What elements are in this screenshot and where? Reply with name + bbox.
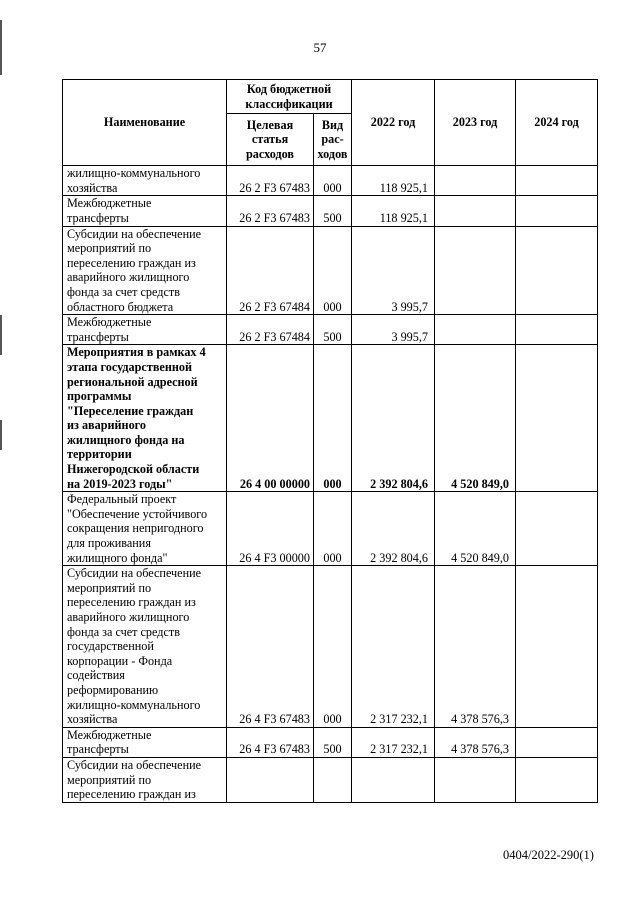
- scan-edge-mark: [0, 420, 2, 450]
- row-2023: [435, 757, 516, 802]
- row-2024: [516, 315, 598, 345]
- header-target-article: Целевая статья расходов: [227, 114, 314, 166]
- budget-table: [62, 79, 598, 803]
- row-2022: 118 925,1: [352, 196, 435, 226]
- table-row: [63, 166, 598, 196]
- row-2023: 4 378 576,3: [435, 566, 516, 728]
- row-target-article: 26 4 F3 67483: [227, 566, 314, 728]
- row-2024: [516, 226, 598, 315]
- row-2023: [435, 315, 516, 345]
- row-name: Субсидии на обеспечение мероприятий по переселению граждан из: [63, 757, 227, 802]
- row-2024: [516, 166, 598, 196]
- row-2024: [516, 196, 598, 226]
- row-target-article: 26 2 F3 67483: [227, 196, 314, 226]
- row-expense-type: 000: [314, 166, 352, 196]
- row-2022: 3 995,7: [352, 226, 435, 315]
- table-row: [63, 492, 598, 566]
- row-2023: [435, 226, 516, 315]
- page-number: 57: [313, 40, 327, 55]
- row-2023: [435, 166, 516, 196]
- row-target-article: 26 2 F3 67484: [227, 315, 314, 345]
- row-expense-type: [314, 757, 352, 802]
- row-2023: 4 378 576,3: [435, 727, 516, 757]
- row-name: Субсидии на обеспечение мероприятий по переселению граждан из аварийного жилищного фонда за счет средств государственной корпорации - Фонда содействия реформированию жилищно-коммунального хозяйства: [63, 566, 227, 728]
- scan-edge-mark: [0, 315, 2, 355]
- row-2022: 118 925,1: [352, 166, 435, 196]
- row-expense-type: 500: [314, 727, 352, 757]
- header-classification: Код бюджетной классификации: [227, 80, 352, 114]
- header-year-2023: 2023 год: [435, 80, 516, 166]
- row-2024: [516, 345, 598, 492]
- document-code: 0404/2022-290(1): [503, 848, 594, 862]
- row-target-article: 26 2 F3 67483: [227, 166, 314, 196]
- table-row: [63, 566, 598, 728]
- header-name: Наименование: [63, 80, 227, 166]
- table-row: [63, 226, 598, 315]
- row-target-article: [227, 757, 314, 802]
- row-expense-type: 000: [314, 226, 352, 315]
- row-target-article: 26 4 F3 00000: [227, 492, 314, 566]
- row-2024: [516, 757, 598, 802]
- table-row: [63, 196, 598, 226]
- row-2024: [516, 566, 598, 728]
- header-year-2022: 2022 год: [352, 80, 435, 166]
- row-name: Межбюджетные трансферты: [63, 196, 227, 226]
- row-name: Межбюджетные трансферты: [63, 727, 227, 757]
- row-2022: 2 317 232,1: [352, 727, 435, 757]
- row-2022: 3 995,7: [352, 315, 435, 345]
- table-row: [63, 727, 598, 757]
- row-expense-type: 000: [314, 492, 352, 566]
- row-2022: 2 317 232,1: [352, 566, 435, 728]
- row-2022: 2 392 804,6: [352, 492, 435, 566]
- row-target-article: 26 4 00 00000: [227, 345, 314, 492]
- row-expense-type: 500: [314, 315, 352, 345]
- header-expense-type: Вид рас- ходов: [314, 114, 352, 166]
- row-name: Межбюджетные трансферты: [63, 315, 227, 345]
- header-year-2024: 2024 год: [516, 80, 598, 166]
- row-target-article: 26 4 F3 67483: [227, 727, 314, 757]
- row-name: Федеральный проект "Обеспечение устойчивого сокращения непригодного для проживания жилищного фонда": [63, 492, 227, 566]
- row-2023: 4 520 849,0: [435, 492, 516, 566]
- row-2023: 4 520 849,0: [435, 345, 516, 492]
- row-2024: [516, 727, 598, 757]
- row-expense-type: 000: [314, 566, 352, 728]
- row-expense-type: 000: [314, 345, 352, 492]
- row-name: Субсидии на обеспечение мероприятий по переселению граждан из аварийного жилищного фонда за счет средств областного бюджета: [63, 226, 227, 315]
- table-row: [63, 315, 598, 345]
- row-2022: [352, 757, 435, 802]
- row-target-article: 26 2 F3 67484: [227, 226, 314, 315]
- row-2022: 2 392 804,6: [352, 345, 435, 492]
- table-row: [63, 757, 598, 802]
- row-expense-type: 500: [314, 196, 352, 226]
- row-name: Мероприятия в рамках 4 этапа государственной региональной адресной программы "Переселение граждан из аварийного жилищного фонда на территории Нижегородской области на 2019-2023 годы": [63, 345, 227, 492]
- scan-edge-mark: [0, 20, 2, 75]
- row-2024: [516, 492, 598, 566]
- row-name: жилищно-коммунального хозяйства: [63, 166, 227, 196]
- row-2023: [435, 196, 516, 226]
- table-row: [63, 345, 598, 492]
